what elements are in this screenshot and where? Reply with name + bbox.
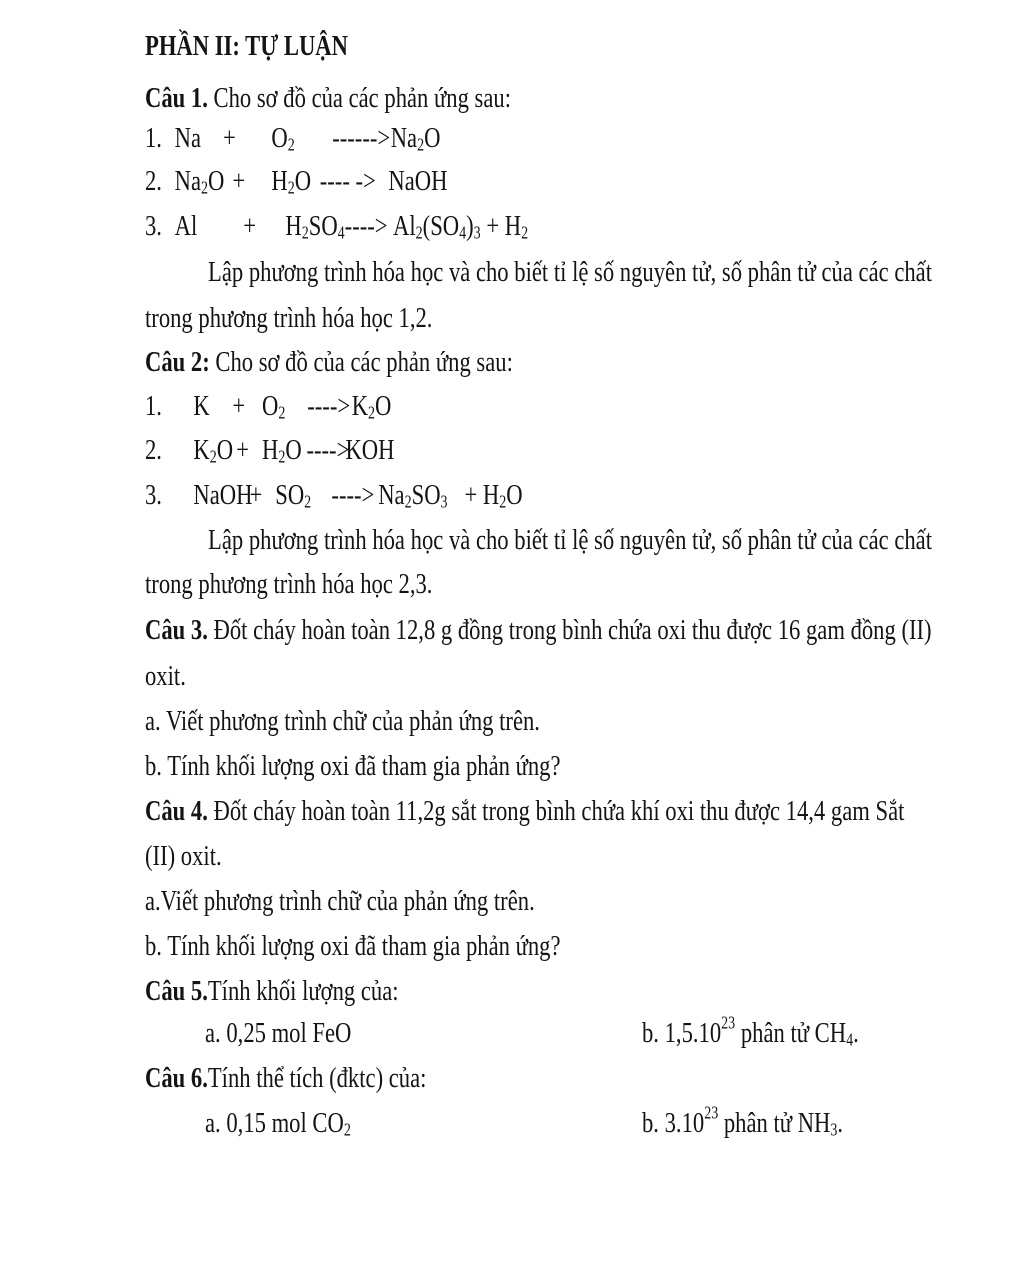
eq-plus: + — [236, 434, 250, 466]
eq-reactant: $SO_2$ — [275, 479, 312, 512]
q1-prompt: Cho sơ đồ của các phản ứng sau: — [213, 82, 511, 114]
q3-part-a: a. Viết phương trình chữ của phản ứng trên. — [145, 705, 540, 737]
eq-plus: + — [223, 122, 236, 154]
q2-task-line-1: Lập phương trình hóa học và cho biết tỉ lệ số nguyên tử, số phân tử của các chất — [208, 524, 932, 556]
q6-intro — [145, 1060, 426, 1096]
q1-label: Câu 1. — [145, 82, 208, 114]
eq-reactant: Na — [174, 122, 202, 154]
q3-text: Đốt cháy hoàn toàn 12,8 g đồng trong bình chứa oxi thu được 16 gam đồng (II) — [213, 614, 932, 646]
q2-equation-1 — [145, 388, 391, 424]
eq-arrow: ----> — [307, 390, 351, 422]
q5-prompt: Tính khối lượng của: — [207, 975, 399, 1007]
q6-prompt: Tính thể tích (đktc) của: — [207, 1062, 427, 1094]
q4-part-b: b. Tính khối lượng oxi đã tham gia phản ứng? — [145, 930, 561, 962]
eq-reactant: $K_2O$ — [193, 434, 234, 467]
eq-arrow: ------> — [332, 122, 391, 154]
eq-number: 3. — [145, 479, 162, 511]
eq-number: 2. — [145, 165, 162, 197]
eq-reactant: K — [193, 390, 210, 422]
eq-product: $Al_2(SO_4)_3 + H_2$ — [393, 210, 529, 243]
q1-intro — [145, 80, 511, 116]
q2-prompt: Cho sơ đồ của các phản ứng sau: — [215, 346, 513, 378]
q1-task-line-1: Lập phương trình hóa học và cho biết tỉ lệ số nguyên tử, số phân tử của các chất — [208, 256, 932, 288]
eq-arrow: ---- -> — [319, 165, 376, 197]
eq-plus: + — [243, 210, 257, 242]
eq-number: 3. — [145, 210, 162, 242]
q2-equation-3 — [145, 477, 523, 513]
q1-equation-2 — [145, 163, 447, 199]
eq-product: $K_2O$ — [351, 390, 392, 423]
q5-label: Câu 5. — [145, 975, 208, 1007]
q2-task-line-2: trong phương trình hóa học 2,3. — [145, 568, 433, 600]
eq-reactant: $H_2O$ — [262, 434, 302, 467]
eq-reactant: $O_2$ — [271, 122, 295, 155]
q6-part-b: b. 3.10$^{23}$ phân tử $NH_3$. — [642, 1102, 844, 1140]
q6-label: Câu 6. — [145, 1062, 208, 1094]
q4-text: Đốt cháy hoàn toàn 11,2g sắt trong bình chứa khí oxi thu được 14,4 gam Sắt — [213, 795, 905, 827]
q4-label: Câu 4. — [145, 795, 208, 827]
section-heading: PHẦN II: TỰ LUẬN — [145, 30, 348, 62]
q3-label: Câu 3. — [145, 614, 208, 646]
q1-equation-1 — [145, 120, 440, 156]
eq-arrow: ----> — [344, 210, 388, 242]
q1-task-line-2: trong phương trình hóa học 1,2. — [145, 302, 433, 334]
q5-intro — [145, 973, 399, 1009]
q4-line-1 — [145, 793, 904, 829]
eq-number: 1. — [145, 122, 162, 154]
eq-product: NaOH — [388, 165, 448, 197]
q3-line-2: oxit. — [145, 660, 186, 692]
q4-part-a: a.Viết phương trình chữ của phản ứng trên. — [145, 885, 535, 917]
eq-reactant: $O_2$ — [262, 390, 286, 423]
eq-plus: + — [232, 390, 246, 422]
q1-equation-3 — [145, 208, 528, 244]
q3-line-1 — [145, 612, 932, 648]
q2-intro — [145, 344, 513, 380]
q5-part-b: b. 1,5.10$^{23}$ phân tử $CH_4$. — [642, 1012, 859, 1050]
q2-equation-2 — [145, 432, 394, 468]
eq-reactant: Al — [174, 210, 198, 242]
eq-reactant: $H_2O$ — [271, 165, 312, 198]
eq-arrow: ----> — [306, 434, 350, 466]
eq-number: 1. — [145, 390, 162, 422]
q4-line-2: (II) oxit. — [145, 840, 222, 872]
eq-arrow: ----> — [331, 479, 375, 511]
q2-label: Câu 2: — [145, 346, 210, 378]
q5-part-a: a. 0,25 mol FeO — [205, 1017, 352, 1049]
eq-product: KOH — [345, 434, 395, 466]
q3-part-b: b. Tính khối lượng oxi đã tham gia phản ứng? — [145, 750, 561, 782]
eq-product: $Na_2O$ — [390, 122, 441, 155]
eq-plus: + — [249, 479, 263, 511]
eq-product: $Na_2SO_3$ + $H_2O$ — [378, 479, 523, 512]
eq-number: 2. — [145, 434, 162, 466]
eq-reactant: $Na_2O$ — [174, 165, 225, 198]
eq-reactant: $H_2SO_4$ — [285, 210, 345, 243]
eq-plus: + — [232, 165, 246, 197]
eq-reactant: NaOH — [193, 479, 253, 511]
q6-part-a: a. 0,15 mol $CO_2$ — [205, 1107, 351, 1140]
